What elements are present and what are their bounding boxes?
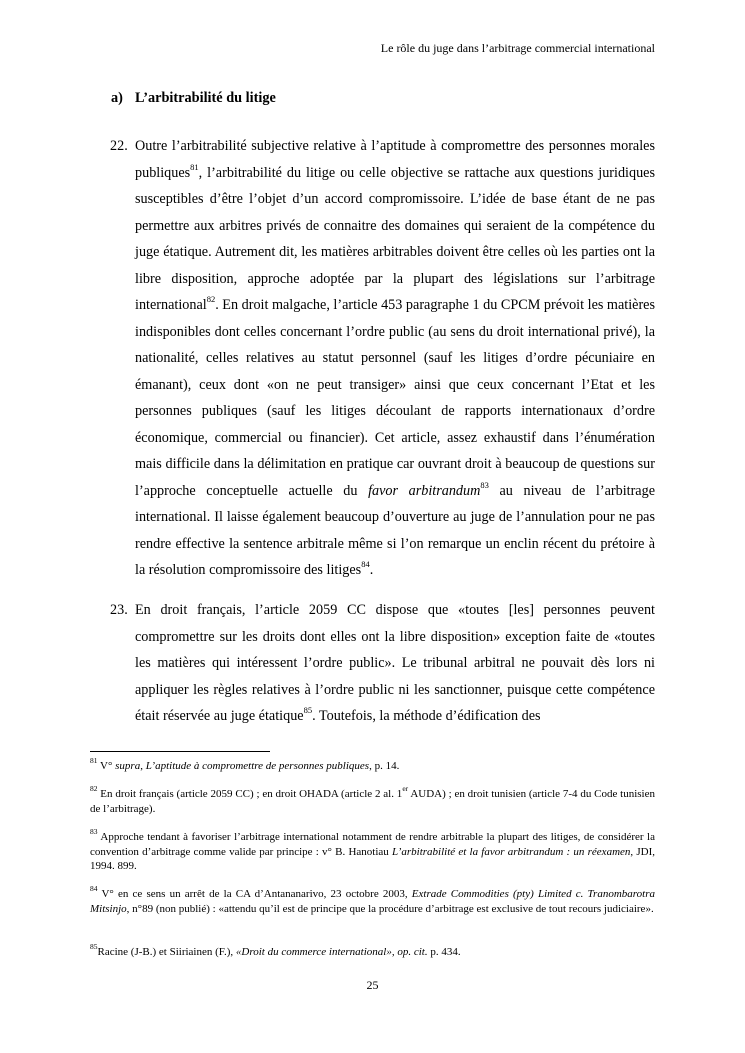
footnote-italic: L’arbitrabilité et la favor arbitrandum : un réexamen [391,845,631,858]
text-segment: au niveau de l’arbitrage international. Il laisse également beaucoup d’ouverture au juge de l’annulation pour ne pas rendre effective la sentence arbitrale même si l’on remarque un enclin récent du prétoire à la résolution compromissoire des litiges [135,482,655,578]
page-number: 25 [366,978,379,992]
footnote-italic: supra [115,760,141,772]
footnote-number: 81 [90,756,98,766]
paragraph-number: 22. [110,138,128,154]
footnote-text: V° en ce sens un arrêt de la CA d’Antananarivo, 23 octobre 2003, [97,888,412,900]
text-segment: , l’arbitrabilité du litige ou celle objective se rattache aux questions juridiques susceptibles d’être l’objet d’un accord compromissoire. L’idée de base étant de ne pas permettre aux arbitres privés de connaitre des domaines qui seraient de la compétence du juge étatique. Autrement dit, les matières arbitrables doivent être celles où les parties ont la libre disposition, approche adoptée par la plupart des législations sur l’arbitrage international [135,164,655,313]
footnote-text: , [140,760,146,772]
footnote-italic: L’aptitude à compromettre de personnes publiques [145,760,370,772]
footnote-text: V° [97,760,116,772]
footnote-81 [90,756,655,774]
footnote-text: Racine (J-B.) et Siiriainen (F.), [97,946,236,958]
text-segment: . Toutefois, la méthode d’édification des [312,708,541,724]
footnote-number: 85 [90,942,98,952]
footnote-ref-85[interactable]: 85 [303,705,313,716]
footnote-text: En droit français (article 2059 CC) ; en droit OHADA (article 2 al. 1 [97,788,403,800]
footnote-text: AUDA) ; en droit tunisien (article 7-4 du Code tunisien de l’arbitrage). [90,788,655,815]
section-letter: a) [111,90,123,106]
footnote-83 [90,827,656,874]
footnote-number: 84 [90,884,98,894]
footnote-text: Approche tendant à favoriser l’arbitrage international notamment de rendre arbitrable la plupart des litiges, de considérer la convention d’arbitrage comme valide par principe : v° B. Hanotiau [90,831,655,858]
footnote-number: 83 [90,827,98,837]
footnote-text: , n°89 (non publié) : «attendu qu’il est de principe que la procédure d’arbitrage est exclusive de tout recours judiciaire». [126,902,654,915]
paragraph-number: 23. [110,602,128,618]
footnote-ref-84[interactable]: 84 [361,559,370,570]
paragraph-23 [110,597,655,730]
footnote-text: , p. 14. [369,760,400,772]
text-segment: Outre l’arbitrabilité subjective relative à l’aptitude à compromettre des personnes morales publiques [135,138,655,181]
footnote-italic: Extrade Commodities (pty) Limited c. Tranombarotra Mitsinjo [90,888,655,915]
paragraph-22 [110,133,655,584]
footnote-number: 82 [90,784,98,794]
italic-term: favor arbitrandum [368,482,481,499]
footnote-ref-83[interactable]: 83 [480,479,489,490]
running-header: Le rôle du juge dans l’arbitrage commercial international [380,41,655,55]
footnote-italic: «Droit du commerce international», op. cit. [235,946,428,958]
section-title: L’arbitrabilité du litige [135,90,276,106]
footnote-ref-81[interactable]: 81 [190,161,199,172]
text-segment: En droit français, l’article 2059 CC dispose que «toutes [les] personnes peuvent compromettre sur les droits dont elles ont la libre disposition» exception faite de «toutes les matières qui intéressent l’ordre public». Le tribunal arbitral ne pouvait dès lors ni appliquer les règles relatives à l’ordre public ni les sanctionner, puisque cette compétence était réservée au juge étatique [135,602,655,724]
footnote-superscript: er [402,784,409,794]
text-segment: . En droit malgache, l’article 453 paragraphe 1 du CPCM prévoit les matières indisponibles dont celles concernant l’ordre public (au sens du droit international privé), la nationalité, celles relatives au statut personnel (sauf les litiges d’ordre pécuniaire en émanant), ceux dont «on ne peut transiger» ainsi que ceux concernant l’Etat et les personnes publiques (sauf les litiges découlant de rapports internationaux d’ordre économique, commercial ou financier). Cet article, assez exhaustif dans l’énumération mais difficile dans la délimitation en pratique car ouvrant droit à beaucoup de questions sur l’approche conceptuelle actuelle du [135,297,655,499]
footnote-text: p. 434. [427,946,461,958]
footnote-ref-82[interactable]: 82 [206,294,216,305]
footnote-85 [90,942,655,960]
footnote-separator [90,751,270,752]
section-heading [111,90,276,107]
paragraph-body [110,597,655,730]
paragraph-body [110,133,655,584]
footnote-82 [90,784,655,816]
footnote-84 [90,884,655,916]
text-segment: . [369,562,374,578]
footnote-text: , JDI, 1994. 899. [90,845,656,872]
